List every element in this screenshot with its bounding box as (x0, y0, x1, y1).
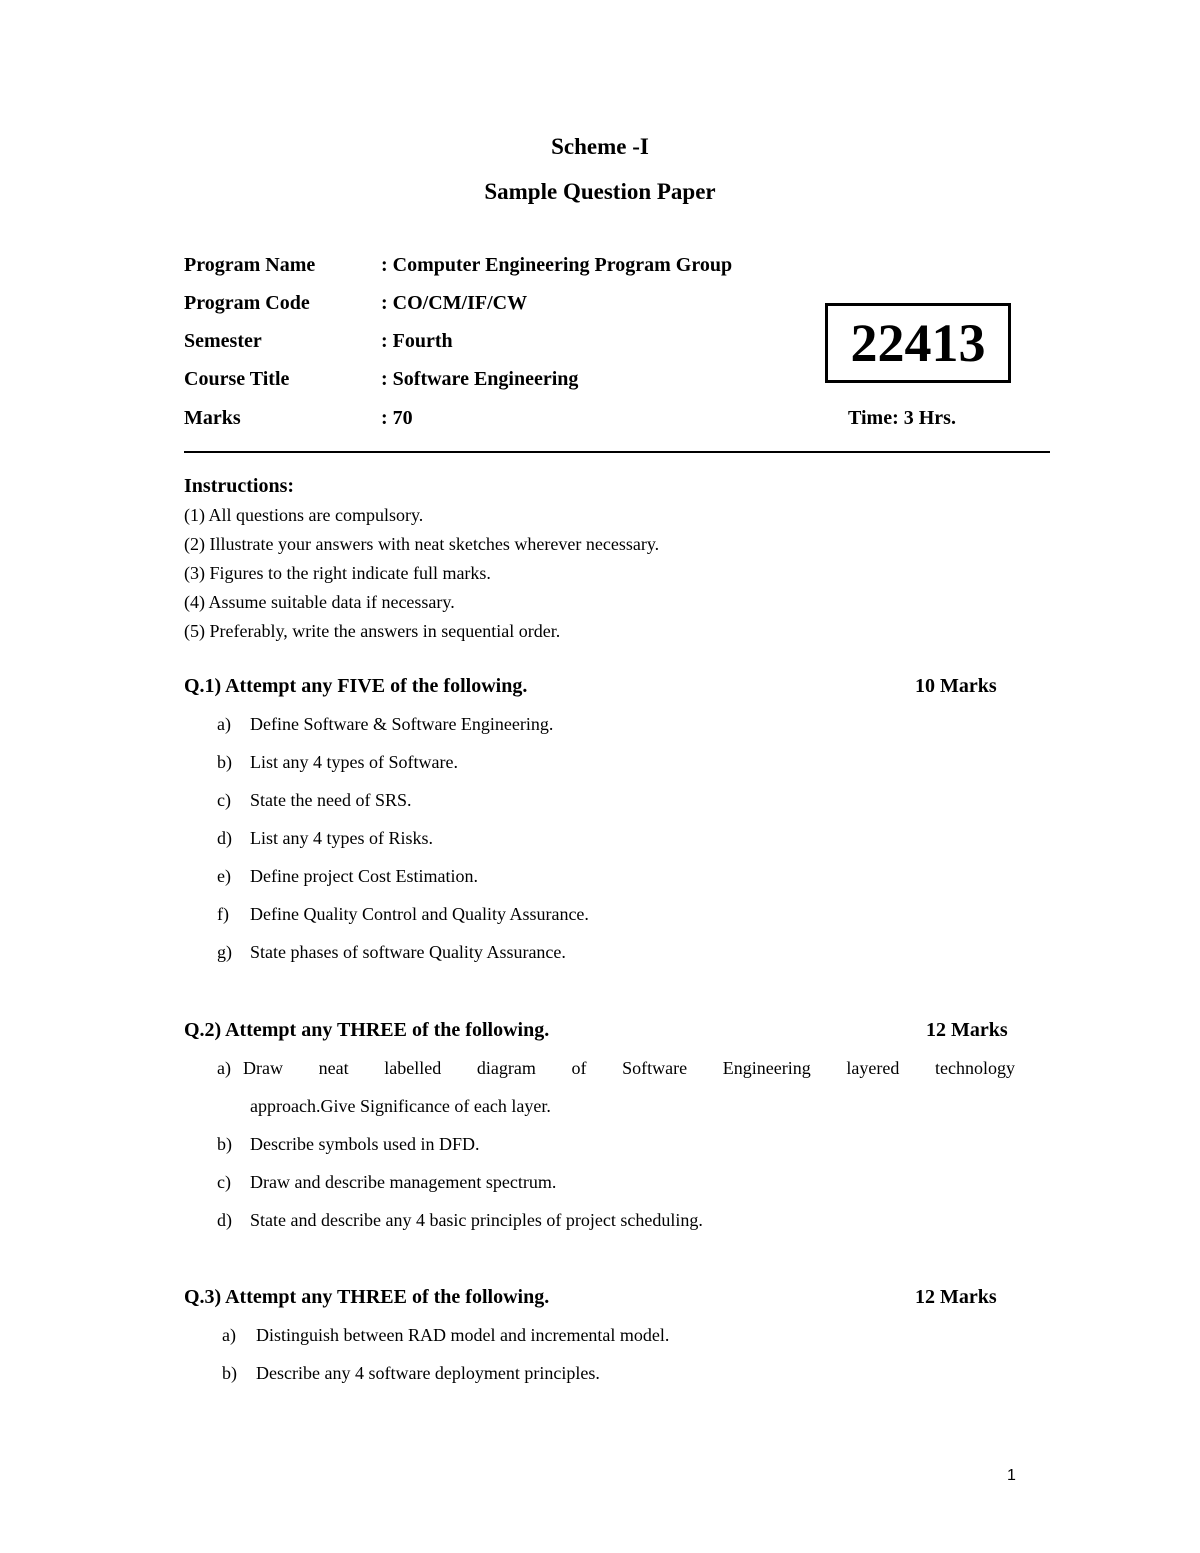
q2-item-letter: d) (217, 1210, 232, 1230)
marks-value: : 70 (381, 407, 413, 429)
program-name-label: Program Name (184, 254, 316, 276)
program-code-value: : CO/CM/IF/CW (381, 292, 528, 314)
q2-item-text: Describe symbols used in DFD. (250, 1134, 480, 1154)
program-code-label: Program Code (184, 292, 310, 314)
q1-item-text: List any 4 types of Risks. (250, 828, 433, 848)
q1-heading: Q.1) Attempt any FIVE of the following. (184, 675, 528, 697)
instruction-item: (3) Figures to the right indicate full marks. (184, 563, 491, 583)
header-divider (184, 451, 1050, 453)
q2-item-letter: b) (217, 1134, 232, 1154)
course-title-label: Course Title (184, 368, 290, 390)
scheme-heading: Scheme -I (551, 134, 649, 159)
q1-item-text: State the need of SRS. (250, 790, 412, 810)
q2-item-text: Draw and describe management spectrum. (250, 1172, 557, 1192)
q1-item-letter: b) (217, 752, 232, 772)
q2-item-word: technology (934, 1058, 1015, 1078)
instruction-item: (4) Assume suitable data if necessary. (184, 592, 455, 612)
q2-item-text: State and describe any 4 basic principles of project scheduling. (250, 1210, 703, 1230)
q2-heading: Q.2) Attempt any THREE of the following. (184, 1019, 550, 1041)
instruction-item: (1) All questions are compulsory. (184, 505, 424, 525)
q3-item-text: Distinguish between RAD model and incremental model. (256, 1325, 670, 1345)
q1-item-letter: g) (217, 942, 232, 962)
q1-item-letter: e) (217, 866, 231, 886)
q2-item-word: of (571, 1058, 587, 1078)
semester-value: : Fourth (381, 330, 453, 352)
course-title-value: : Software Engineering (381, 368, 579, 390)
q2-item-word: layered (846, 1058, 900, 1078)
q2-item-word: Engineering (722, 1058, 811, 1078)
q1-item-letter: a) (217, 714, 231, 734)
page-number: 1 (1007, 1467, 1016, 1484)
q2-item-word: Draw (242, 1058, 283, 1078)
q1-item-text: State phases of software Quality Assurance. (250, 942, 566, 962)
marks-label: Marks (184, 407, 241, 429)
q2-item-word: neat (318, 1058, 349, 1078)
q2-item-continuation: approach.Give Significance of each layer. (250, 1096, 551, 1116)
q3-item-letter: a) (222, 1325, 236, 1345)
q1-item-text: Define Quality Control and Quality Assurance. (250, 904, 589, 924)
q1-item-text: Define Software & Software Engineering. (250, 714, 554, 734)
q1-item-letter: d) (217, 828, 232, 848)
q1-marks: 10 Marks (915, 675, 997, 697)
q3-item-letter: b) (222, 1363, 237, 1383)
instruction-item: (5) Preferably, write the answers in sequential order. (184, 621, 561, 641)
instruction-item: (2) Illustrate your answers with neat sketches wherever necessary. (184, 534, 660, 554)
q1-item-letter: c) (217, 790, 231, 810)
time-duration: Time: 3 Hrs. (848, 407, 956, 429)
semester-label: Semester (184, 330, 262, 352)
q2-item-letter: c) (217, 1172, 231, 1192)
q1-item-letter: f) (217, 904, 229, 924)
q2-item-word: Software (622, 1058, 688, 1078)
q2-item-text (243, 1058, 1015, 1079)
program-name-value: : Computer Engineering Program Group (381, 254, 733, 276)
q3-marks: 12 Marks (915, 1286, 997, 1308)
q1-item-text: List any 4 types of Software. (250, 752, 458, 772)
q1-item-text: Define project Cost Estimation. (250, 866, 478, 886)
q2-item-letter: a) (217, 1058, 231, 1078)
q2-marks: 12 Marks (926, 1019, 1008, 1041)
course-code-box: 22413 (825, 303, 1011, 383)
q3-item-text: Describe any 4 software deployment principles. (256, 1363, 600, 1383)
q3-heading: Q.3) Attempt any THREE of the following. (184, 1286, 550, 1308)
q2-item-justified-line (217, 1058, 1015, 1079)
paper-title: Sample Question Paper (484, 179, 716, 204)
instructions-title: Instructions: (184, 475, 295, 497)
q2-item-word: labelled (384, 1058, 442, 1078)
q2-item-word: diagram (476, 1058, 536, 1078)
